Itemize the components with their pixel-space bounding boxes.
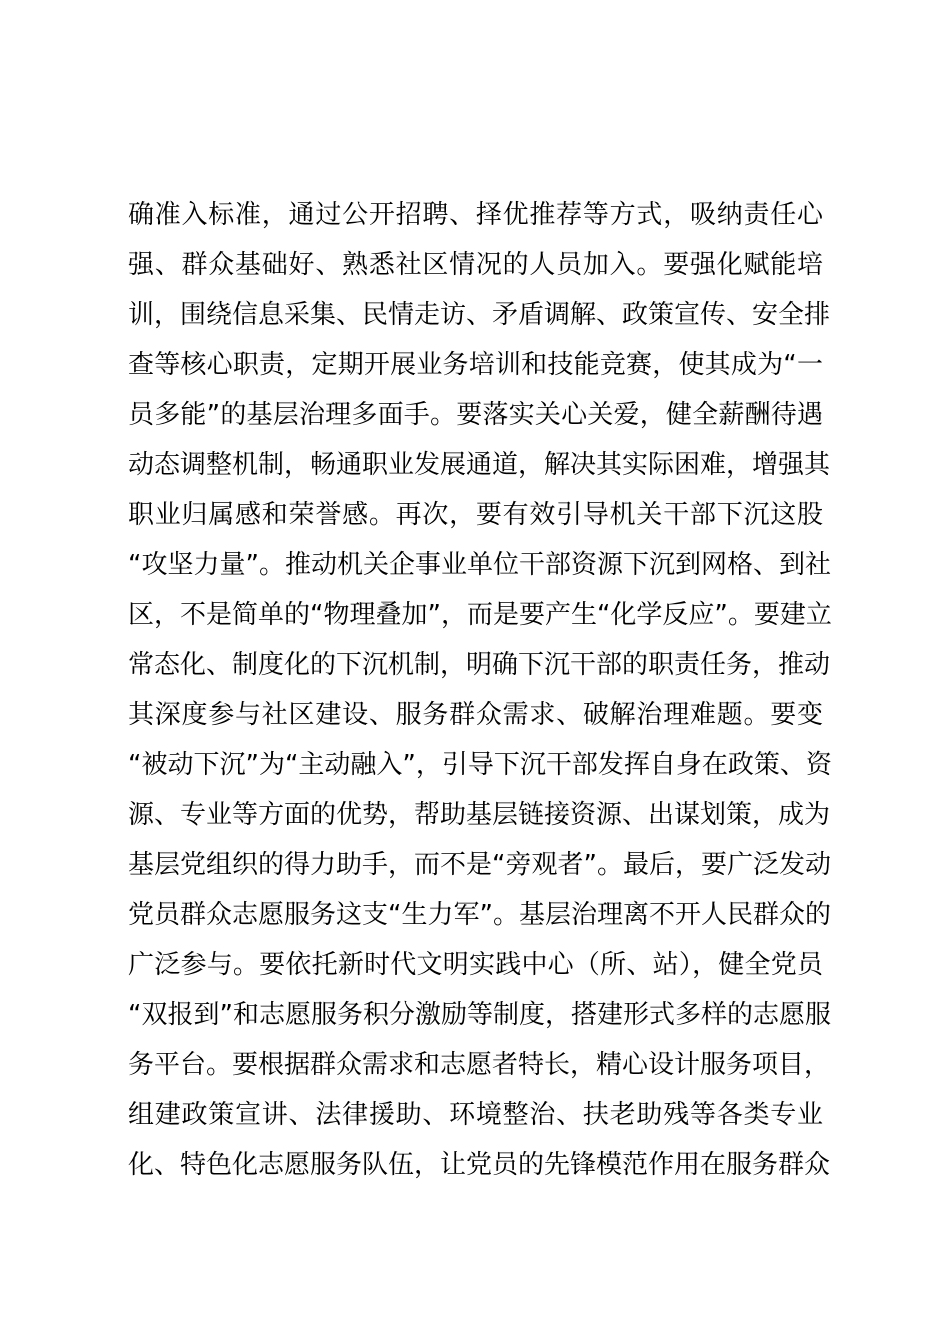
text-line: 动态调整机制，畅通职业发展通道，解决其实际困难，增强其	[128, 450, 831, 480]
text-line: 训，围绕信息采集、民情走访、矛盾调解、政策宣传、安全排	[128, 300, 831, 330]
text-line: 强、群众基础好、熟悉社区情况的人员加入。要强化赋能培	[128, 250, 823, 280]
text-line: 其深度参与社区建设、服务群众需求、破解治理难题。要变	[128, 700, 823, 730]
text-line: 确准入标准，通过公开招聘、择优推荐等方式，吸纳责任心	[128, 200, 823, 230]
text-line: 员多能”的基层治理多面手。要落实关心关爱，健全薪酬待遇	[128, 400, 823, 430]
text-line: 党员群众志愿服务这支“生力军”。基层治理离不开人民群众的	[128, 900, 831, 930]
text-line: 基层党组织的得力助手，而不是“旁观者”。最后，要广泛发动	[128, 850, 831, 880]
text-line: 职业归属感和荣誉感。再次，要有效引导机关干部下沉这股	[128, 500, 823, 530]
text-line: 广泛参与。要依托新时代文明实践中心（所、站），健全党员	[128, 950, 823, 980]
text-line: “攻坚力量”。推动机关企事业单位干部资源下沉到网格、到社	[128, 550, 831, 580]
text-line: 源、专业等方面的优势，帮助基层链接资源、出谋划策，成为	[128, 800, 831, 830]
text-line: 常态化、制度化的下沉机制，明确下沉干部的职责任务，推动	[128, 650, 831, 680]
text-line: “双报到”和志愿服务积分激励等制度，搭建形式多样的志愿服	[128, 1000, 831, 1030]
body-paragraph	[128, 190, 832, 1190]
text-line: 化、特色化志愿服务队伍，让党员的先锋模范作用在服务群众	[128, 1150, 831, 1180]
text-line: “被动下沉”为“主动融入”，引导下沉干部发挥自身在政策、资	[128, 750, 832, 780]
text-line: 区，不是简单的“物理叠加”，而是要产生“化学反应”。要建立	[128, 600, 832, 630]
text-line: 务平台。要根据群众需求和志愿者特长，精心设计服务项目，	[128, 1050, 831, 1080]
text-line: 查等核心职责，定期开展业务培训和技能竞赛，使其成为“一	[128, 350, 823, 380]
text-line: 组建政策宣讲、法律援助、环境整治、扶老助残等各类专业	[128, 1100, 823, 1130]
